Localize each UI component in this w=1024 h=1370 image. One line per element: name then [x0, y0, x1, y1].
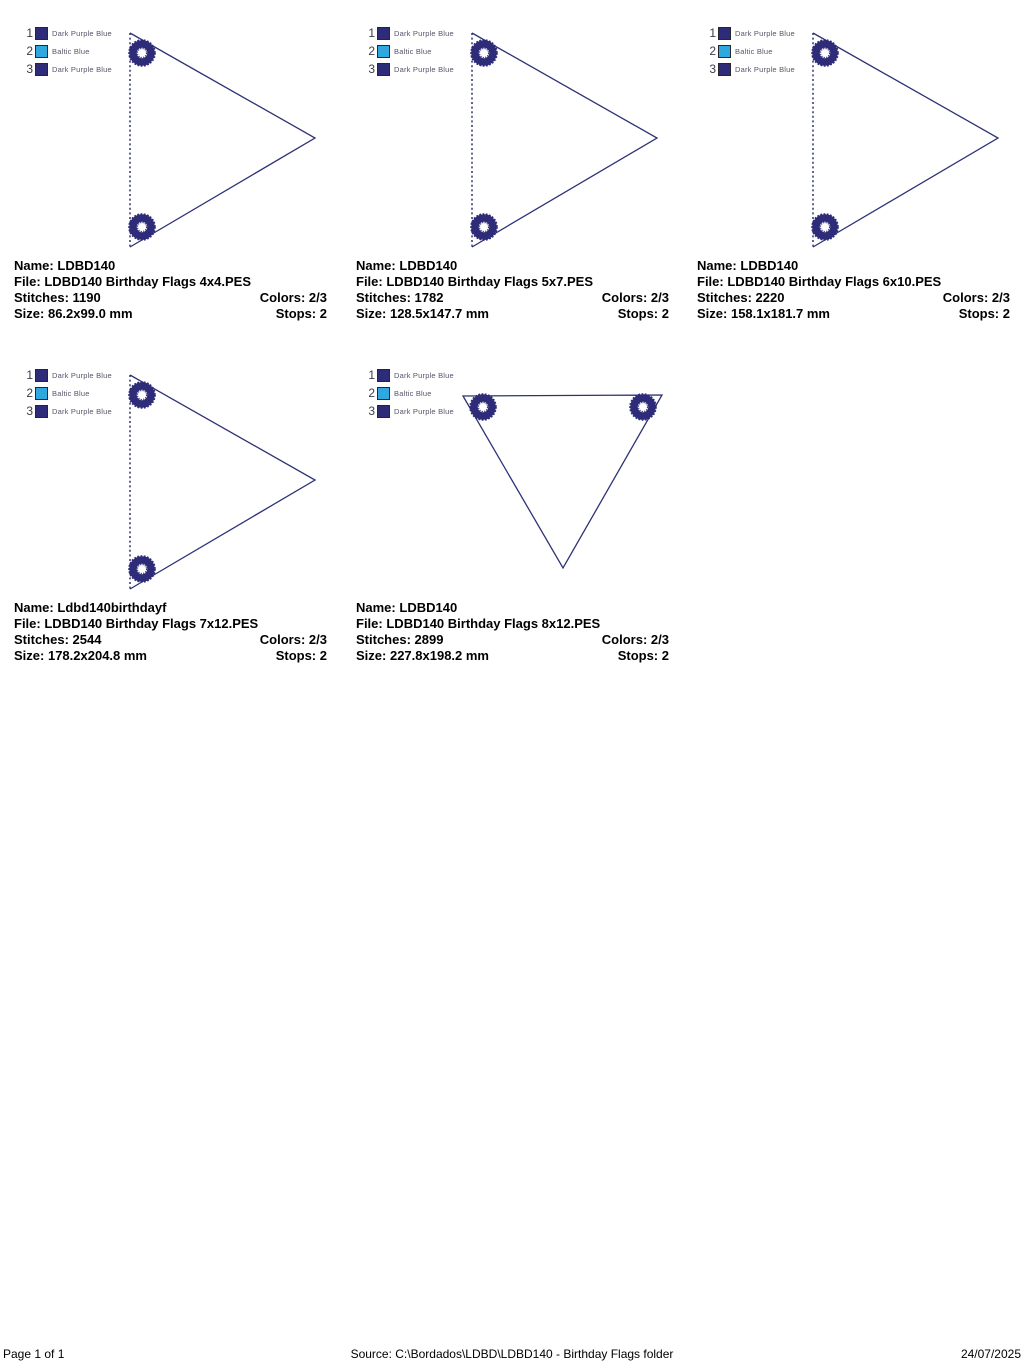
color-swatch [718, 45, 731, 58]
legend-row [364, 405, 454, 418]
colors-pair [943, 290, 1010, 306]
stitches-pair [356, 290, 443, 306]
legend-row [364, 387, 454, 400]
design-colors: 2/3 [308, 632, 327, 647]
legend-index: 1 [26, 368, 33, 382]
legend-label: Dark Purple Blue [52, 371, 112, 380]
stitches-pair [14, 290, 101, 306]
size-pair [14, 306, 133, 322]
thread-color-legend [364, 369, 454, 418]
grommet-left-icon [470, 394, 496, 420]
grommet-bottom-icon [471, 214, 497, 240]
color-swatch [377, 63, 390, 76]
legend-row [22, 387, 112, 400]
design-size-line [14, 648, 327, 664]
colors-pair [602, 290, 669, 306]
legend-label: Dark Purple Blue [394, 371, 454, 380]
design-stitches-line [14, 290, 327, 306]
legend-label: Dark Purple Blue [735, 65, 795, 74]
file-label: File: [14, 274, 41, 289]
flag-outline [463, 395, 662, 568]
design-file-line [14, 616, 327, 632]
page-footer [0, 1347, 1024, 1363]
colors-pair [260, 290, 327, 306]
name-label: Name: [14, 258, 54, 273]
legend-index: 2 [368, 386, 375, 400]
design-size-line [356, 306, 669, 322]
design-file: LDBD140 Birthday Flags 6x10.PES [727, 274, 942, 289]
colors-pair [602, 632, 669, 648]
design-name-line [356, 258, 669, 274]
legend-row [22, 27, 112, 40]
grommet-bottom-icon [812, 214, 838, 240]
grommet-right-icon [630, 394, 656, 420]
legend-row [22, 405, 112, 418]
design-panel-8x12 [356, 362, 669, 674]
design-size-line [356, 648, 669, 664]
legend-row [364, 27, 454, 40]
design-info [356, 600, 669, 664]
design-size-line [14, 306, 327, 322]
size-label: Size: [14, 306, 45, 321]
legend-index: 1 [368, 368, 375, 382]
stops-pair [618, 306, 669, 322]
design-size: 158.1x181.7 mm [730, 306, 830, 321]
legend-row [22, 369, 112, 382]
legend-index: 3 [368, 404, 375, 418]
thread-color-legend [22, 369, 112, 418]
design-file-line [697, 274, 1010, 290]
file-label: File: [697, 274, 724, 289]
legend-row [705, 45, 795, 58]
design-stitches: 2220 [755, 290, 785, 305]
color-swatch [35, 63, 48, 76]
legend-row [22, 63, 112, 76]
stitches-pair [356, 632, 443, 648]
legend-row [22, 45, 112, 58]
stitches-label: Stitches: [14, 632, 69, 647]
design-name-line [697, 258, 1010, 274]
legend-label: Dark Purple Blue [52, 407, 112, 416]
colors-pair [260, 632, 327, 648]
stops-label: Stops: [275, 648, 317, 663]
grommet-top-icon [129, 40, 155, 66]
print-date: 24/07/2025 [960, 1347, 1021, 1361]
thread-color-legend [364, 27, 454, 76]
design-name: LDBD140 [57, 258, 116, 273]
legend-label: Baltic Blue [735, 47, 773, 56]
legend-index: 1 [26, 26, 33, 40]
legend-index: 2 [26, 44, 33, 58]
design-stops: 2 [661, 648, 669, 663]
design-stops: 2 [319, 648, 327, 663]
legend-index: 2 [368, 44, 375, 58]
size-pair [697, 306, 830, 322]
design-name-line [14, 258, 327, 274]
legend-index: 2 [709, 44, 716, 58]
legend-label: Dark Purple Blue [52, 29, 112, 38]
grommet-top-icon [471, 40, 497, 66]
design-size: 128.5x147.7 mm [389, 306, 489, 321]
design-panel-7x12 [14, 362, 327, 674]
color-swatch [35, 387, 48, 400]
design-panel-5x7 [356, 20, 669, 332]
legend-row [705, 27, 795, 40]
legend-label: Dark Purple Blue [394, 407, 454, 416]
legend-index: 3 [709, 62, 716, 76]
color-swatch [35, 405, 48, 418]
design-stitches-line [697, 290, 1010, 306]
legend-index: 3 [368, 62, 375, 76]
stops-pair [959, 306, 1010, 322]
design-stitches: 2544 [72, 632, 102, 647]
design-panel-6x10 [697, 20, 1010, 332]
design-name: LDBD140 [399, 258, 458, 273]
stops-pair [276, 648, 327, 664]
stitches-label: Stitches: [697, 290, 752, 305]
legend-label: Baltic Blue [52, 47, 90, 56]
design-colors: 2/3 [991, 290, 1010, 305]
legend-index: 3 [26, 62, 33, 76]
legend-label: Dark Purple Blue [52, 65, 112, 74]
flag-outline [472, 33, 657, 247]
design-file: LDBD140 Birthday Flags 4x4.PES [44, 274, 251, 289]
design-stops: 2 [1002, 306, 1010, 321]
colors-label: Colors: [601, 290, 648, 305]
design-info [14, 600, 327, 664]
design-name-line [14, 600, 327, 616]
legend-label: Dark Purple Blue [735, 29, 795, 38]
color-swatch [377, 387, 390, 400]
design-info [14, 258, 327, 322]
page-number: Page 1 of 1 [3, 1347, 65, 1361]
colors-label: Colors: [942, 290, 989, 305]
design-stops: 2 [319, 306, 327, 321]
stops-pair [618, 648, 669, 664]
legend-row [705, 63, 795, 76]
legend-index: 1 [368, 26, 375, 40]
file-label: File: [14, 616, 41, 631]
size-label: Size: [356, 648, 387, 663]
stitches-label: Stitches: [356, 290, 411, 305]
legend-row [364, 369, 454, 382]
color-swatch [35, 45, 48, 58]
legend-index: 1 [709, 26, 716, 40]
color-swatch [377, 369, 390, 382]
design-size-line [697, 306, 1010, 322]
stops-label: Stops: [958, 306, 1000, 321]
flag-outline [130, 33, 315, 247]
color-swatch [35, 369, 48, 382]
thread-color-legend [705, 27, 795, 76]
size-pair [356, 648, 489, 664]
design-name: LDBD140 [399, 600, 458, 615]
design-colors: 2/3 [308, 290, 327, 305]
colors-label: Colors: [259, 632, 306, 647]
grommet-top-icon [812, 40, 838, 66]
design-colors: 2/3 [650, 632, 669, 647]
grommet-bottom-icon [129, 556, 155, 582]
design-info [356, 258, 669, 322]
size-label: Size: [14, 648, 45, 663]
name-label: Name: [356, 258, 396, 273]
design-panel-4x4 [14, 20, 327, 332]
grommet-bottom-icon [129, 214, 155, 240]
file-label: File: [356, 274, 383, 289]
file-label: File: [356, 616, 383, 631]
color-swatch [718, 63, 731, 76]
stops-label: Stops: [275, 306, 317, 321]
color-swatch [377, 405, 390, 418]
design-colors: 2/3 [650, 290, 669, 305]
design-file: LDBD140 Birthday Flags 8x12.PES [386, 616, 601, 631]
stitches-label: Stitches: [14, 290, 69, 305]
stitches-pair [697, 290, 784, 306]
design-stitches: 1782 [414, 290, 444, 305]
thread-color-legend [22, 27, 112, 76]
design-stitches: 1190 [72, 290, 101, 305]
legend-index: 2 [26, 386, 33, 400]
color-swatch [35, 27, 48, 40]
design-file-line [356, 274, 669, 290]
stops-label: Stops: [617, 306, 659, 321]
design-file-line [356, 616, 669, 632]
design-size: 178.2x204.8 mm [47, 648, 147, 663]
color-swatch [377, 45, 390, 58]
design-stitches-line [356, 290, 669, 306]
legend-label: Dark Purple Blue [394, 65, 454, 74]
name-label: Name: [14, 600, 54, 615]
design-size: 227.8x198.2 mm [389, 648, 489, 663]
design-name: LDBD140 [740, 258, 799, 273]
size-pair [356, 306, 489, 322]
design-file: LDBD140 Birthday Flags 7x12.PES [44, 616, 259, 631]
design-info [697, 258, 1010, 322]
flag-outline [130, 375, 315, 589]
grommet-top-icon [129, 382, 155, 408]
legend-row [364, 63, 454, 76]
legend-label: Dark Purple Blue [394, 29, 454, 38]
design-stitches: 2899 [414, 632, 444, 647]
size-label: Size: [697, 306, 728, 321]
design-file: LDBD140 Birthday Flags 5x7.PES [386, 274, 593, 289]
stops-pair [276, 306, 327, 322]
design-file-line [14, 274, 327, 290]
design-name-line [356, 600, 669, 616]
source-path: Source: C:\Bordados\LDBD\LDBD140 - Birthday Flags folder [350, 1347, 674, 1361]
size-label: Size: [356, 306, 387, 321]
stops-label: Stops: [617, 648, 659, 663]
colors-label: Colors: [601, 632, 648, 647]
design-name: Ldbd140birthdayf [57, 600, 167, 615]
design-stitches-line [356, 632, 669, 648]
stitches-pair [14, 632, 101, 648]
legend-index: 3 [26, 404, 33, 418]
legend-row [364, 45, 454, 58]
name-label: Name: [697, 258, 737, 273]
legend-label: Baltic Blue [394, 389, 432, 398]
size-pair [14, 648, 147, 664]
stitches-label: Stitches: [356, 632, 411, 647]
legend-label: Baltic Blue [394, 47, 432, 56]
name-label: Name: [356, 600, 396, 615]
legend-label: Baltic Blue [52, 389, 90, 398]
flag-outline [813, 33, 998, 247]
design-stitches-line [14, 632, 327, 648]
color-swatch [377, 27, 390, 40]
color-swatch [718, 27, 731, 40]
design-size: 86.2x99.0 mm [47, 306, 133, 321]
design-stops: 2 [661, 306, 669, 321]
colors-label: Colors: [259, 290, 306, 305]
